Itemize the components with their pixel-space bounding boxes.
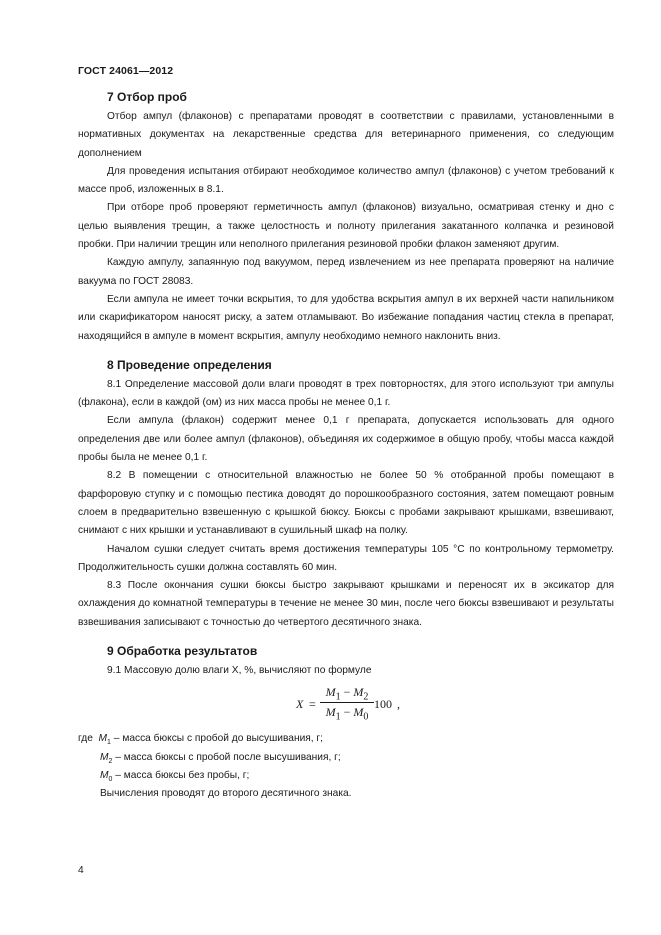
def-subscript: 0 xyxy=(108,775,113,783)
page-content xyxy=(78,86,614,804)
s8-paragraph: 8.2 В помещении с относительной влажностью не более 50 % отобранной пробы помещают в фарфоровую ступку и с помощью пестика доводят до порошкообразного состояния, затем помещают ровным слоем в предварительно взвешенную с крышкой бюксу. Бюксы с пробами закрывают крышками, взвешивают, снимают с них крышки и устанавливают в сушильный шкаф на полку. xyxy=(78,470,614,537)
den-minus: − xyxy=(343,705,351,720)
formula-fraction xyxy=(320,684,374,721)
s7-paragraph: При отборе проб проверяют герметичность ампул (флаконов) визуально, осматривая стенку и дно с целью выявления трещин, а также целостность и полноту прилегания закатанного колпачка и резиновой пробки. При наличии трещин или неполного прилегания резиновой пробки флакон заменяют другим. xyxy=(78,202,614,251)
def-separator: – xyxy=(113,733,120,745)
den-symbol: M xyxy=(325,705,336,720)
def-subscript: 1 xyxy=(107,739,111,747)
def-symbol: M xyxy=(100,769,109,781)
s9-closing: Вычисления проводят до второго десятичного знака. xyxy=(100,788,352,800)
den-subscript: 1 xyxy=(335,711,341,723)
def-text: масса бюксы без пробы, г; xyxy=(123,769,250,781)
formula-lhs: X xyxy=(296,697,304,712)
page-number: 4 xyxy=(78,865,84,876)
definition-row xyxy=(78,767,614,785)
moisture-formula xyxy=(296,684,614,724)
def-separator: – xyxy=(115,751,121,763)
formula-equals: = xyxy=(309,697,316,712)
def-text: масса бюксы с пробой до высушивания, г; xyxy=(122,733,323,745)
section-9-title: 9 Обработка результатов xyxy=(107,644,258,659)
s8-paragraph: 8.1 Определение массовой доли влаги проводят в трех повторностях, для этого используют три ампулы (флакона), если в каждой (ом) из них масса пробы не менее 0,1 г. xyxy=(78,378,614,409)
s7-paragraph: Для проведения испытания отбирают необходимое количество ампул (флаконов) с учетом требований к массе проб, изложенных в 8.1. xyxy=(78,165,614,196)
s8-paragraph: Началом сушки следует считать время достижения температуры 105 °С по контрольному термометру. Продолжительность сушки должна составлять 60 мин. xyxy=(78,543,614,573)
num-symbol: M xyxy=(353,685,364,700)
def-symbol: M xyxy=(100,751,109,763)
s9-intro: 9.1 Массовую долю влаги X, %, вычисляют по формуле xyxy=(107,665,372,677)
num-subscript: 1 xyxy=(335,691,341,703)
definitions-list xyxy=(78,730,614,785)
num-subscript: 2 xyxy=(363,691,369,703)
s8-paragraph: 8.3 После окончания сушки бюксы быстро закрывают крышками и переносят их в эксикатор для охлаждения до комнатной температуры в течение не менее 30 мин, после чего бюксы взвешивают и результаты взвешивания записывают с точностью до четвертого десятичного знака. xyxy=(78,580,614,628)
formula-multiplier: 100 xyxy=(374,697,392,712)
s7-paragraph: Отбор ампул (флаконов) с препаратами проводят в соответствии с правилами, установленными в нормативных документах на лекарственные средства для ветеринарного применения, со следующим дополнением xyxy=(78,111,614,159)
doc-code: ГОСТ 24061—2012 xyxy=(78,65,174,77)
def-subscript: 2 xyxy=(108,757,113,765)
s7-paragraph: Каждую ампулу, запаянную под вакуумом, перед извлечением из нее препарата проверяют на наличие вакуума по ГОСТ 28083. xyxy=(78,257,614,287)
formula-denominator xyxy=(320,704,374,721)
den-subscript: 0 xyxy=(363,711,369,723)
defs-lead: где xyxy=(78,733,93,745)
den-symbol: M xyxy=(353,705,364,720)
definition-row xyxy=(78,730,614,748)
num-minus: − xyxy=(343,685,351,700)
s8-paragraph: Если ампула (флакон) содержит менее 0,1 г препарата, допускается использовать для одного определения две или более ампул (флаконов), объединяя их содержимое в общую пробу, чтобы масса каждой пробы была не менее 0,1 г. xyxy=(78,415,614,464)
def-symbol: M xyxy=(98,733,108,745)
formula-comma: , xyxy=(397,697,400,712)
s7-paragraph: Если ампула не имеет точки вскрытия, то для удобства вскрытия ампул в их верхней части напильником или скарификатором наносят риску, а затем отламывают. Во избежание попадания частиц стекла в препарат, находящийся в ампуле в момент вскрытия, ампулу необходимо немного наклонить вниз. xyxy=(78,293,614,342)
section-7-title: 7 Отбор проб xyxy=(107,90,187,104)
definition-row xyxy=(78,749,614,767)
section-8-title: 8 Проведение определения xyxy=(107,357,272,372)
num-symbol: M xyxy=(325,685,336,700)
def-text: масса бюксы с пробой после высушивания, г; xyxy=(123,751,341,763)
formula-numerator xyxy=(320,684,374,701)
def-separator: – xyxy=(115,769,121,781)
